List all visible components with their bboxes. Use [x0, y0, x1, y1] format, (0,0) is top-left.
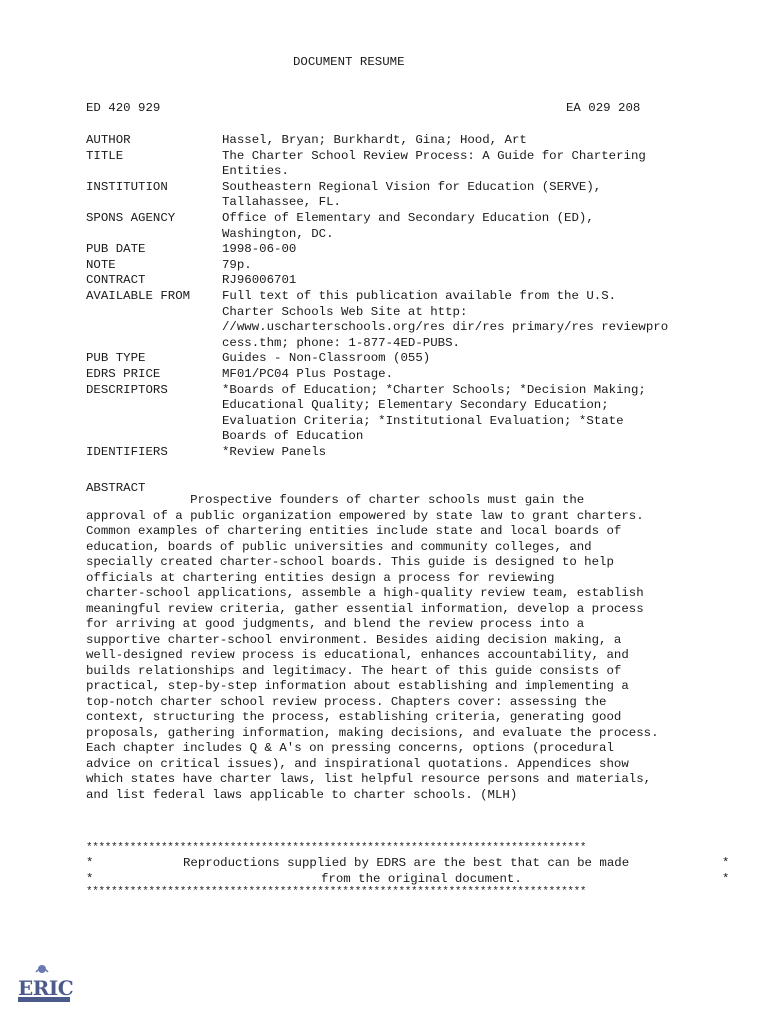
field-title — [86, 149, 726, 180]
abstract-text: Prospective founders of charter schools must gain the approval of a public organization empowered by state law to grant charters. Common examples of chartering entities include state and local boards of education, boards of public universities and community colleges, and specially created charter-school boards. This guide is designed to help officials at chartering entities design a process for reviewing charter-school applications, assemble a high-quality review team, establish meaningful review criteria, gather essential information, develop a process for arriving at good judgments, and blend the review process into a supportive charter-school environment. Besides aiding decision making, a well-designed review process is educational, enhances accountability, and builds relationships and legitimacy. The heart of this guide consists of practical, step-by-step information about establishing and implementing a top-notch charter school review process. Chapters cover: assessing the context, structuring the process, establishing criteria, generating good proposals, gathering information, making decisions, and evaluate the process. Each chapter includes Q & A's on pressing concerns, options (procedural advice on critical issues), and inspirational quotations. Appendices show which states have charter laws, list helpful resource persons and materials, and list federal laws applicable to charter schools. (MLH) — [86, 493, 659, 802]
field-value: 79p. — [222, 257, 252, 272]
field-available-from — [86, 289, 726, 351]
eric-logo-text: ERIC — [18, 976, 74, 1000]
field-contract — [86, 273, 726, 289]
metadata-table — [86, 133, 726, 460]
field-pub-type — [86, 351, 726, 367]
field-value: MF01/PC04 Plus Postage. — [222, 366, 394, 381]
field-label: CONTRACT — [86, 273, 146, 288]
field-label: PUB TYPE — [86, 351, 146, 366]
field-label: DESCRIPTORS — [86, 382, 168, 397]
field-value: *Review Panels — [222, 444, 327, 459]
footer-line-2: from the original document. — [321, 872, 522, 886]
footer-line-1: Reproductions supplied by EDRS are the best that can be made — [183, 856, 630, 870]
field-label: EDRS PRICE — [86, 366, 161, 381]
abstract-label: ABSTRACT — [86, 481, 146, 495]
field-descriptors — [86, 383, 726, 445]
footer-star-left: * — [86, 872, 94, 886]
field-spons-agency — [86, 211, 726, 242]
field-pub-date — [86, 242, 726, 258]
field-edrs-price — [86, 367, 726, 383]
field-label: AUTHOR — [86, 133, 131, 147]
field-label: TITLE — [86, 148, 124, 163]
field-value: Guides - Non-Classroom (055) — [222, 351, 431, 366]
ed-number: ED 420 929 — [86, 101, 161, 115]
field-value: Office of Elementary and Secondary Education (ED), Washington, DC. — [222, 210, 594, 241]
footer-star-rule-bottom: ******************************************************************************** — [86, 886, 587, 898]
field-label: INSTITUTION — [86, 179, 168, 194]
field-label: SPONS AGENCY — [86, 210, 176, 225]
footer-star-right: * — [722, 856, 730, 870]
field-label: PUB DATE — [86, 242, 146, 257]
footer-star-right: * — [722, 872, 730, 886]
field-value: Full text of this publication available from the U.S. Charter Schools Web Site at http: //www.uscharterschools.org/res dir/res primary/res reviewpro cess.thm; phone: 1-877-4ED-PUBS. — [222, 288, 669, 350]
field-value: The Charter School Review Process: A Guide for Chartering Entities. — [222, 148, 646, 179]
field-note — [86, 258, 726, 274]
field-value: RJ96006701 — [222, 273, 297, 288]
ea-number: EA 029 208 — [566, 101, 641, 115]
field-value: *Boards of Education; *Charter Schools; *Decision Making; Educational Quality; Elementary Secondary Education; Evaluation Criteria; *Institutional Evaluation; *State Boards of Education — [222, 382, 646, 444]
footer-star-rule-top: ******************************************************************************** — [86, 842, 587, 854]
field-value: Southeastern Regional Vision for Education (SERVE), Tallahassee, FL. — [222, 179, 602, 210]
field-value: Hassel, Bryan; Burkhardt, Gina; Hood, Art — [222, 133, 527, 147]
document-title: DOCUMENT RESUME — [293, 55, 405, 69]
footer-star-left: * — [86, 856, 94, 870]
field-value: 1998-06-00 — [222, 242, 297, 257]
field-label: IDENTIFIERS — [86, 444, 168, 459]
field-label: AVAILABLE FROM — [86, 288, 191, 303]
field-label: NOTE — [86, 257, 116, 272]
field-author — [86, 133, 726, 149]
field-institution — [86, 180, 726, 211]
field-identifiers — [86, 445, 726, 461]
